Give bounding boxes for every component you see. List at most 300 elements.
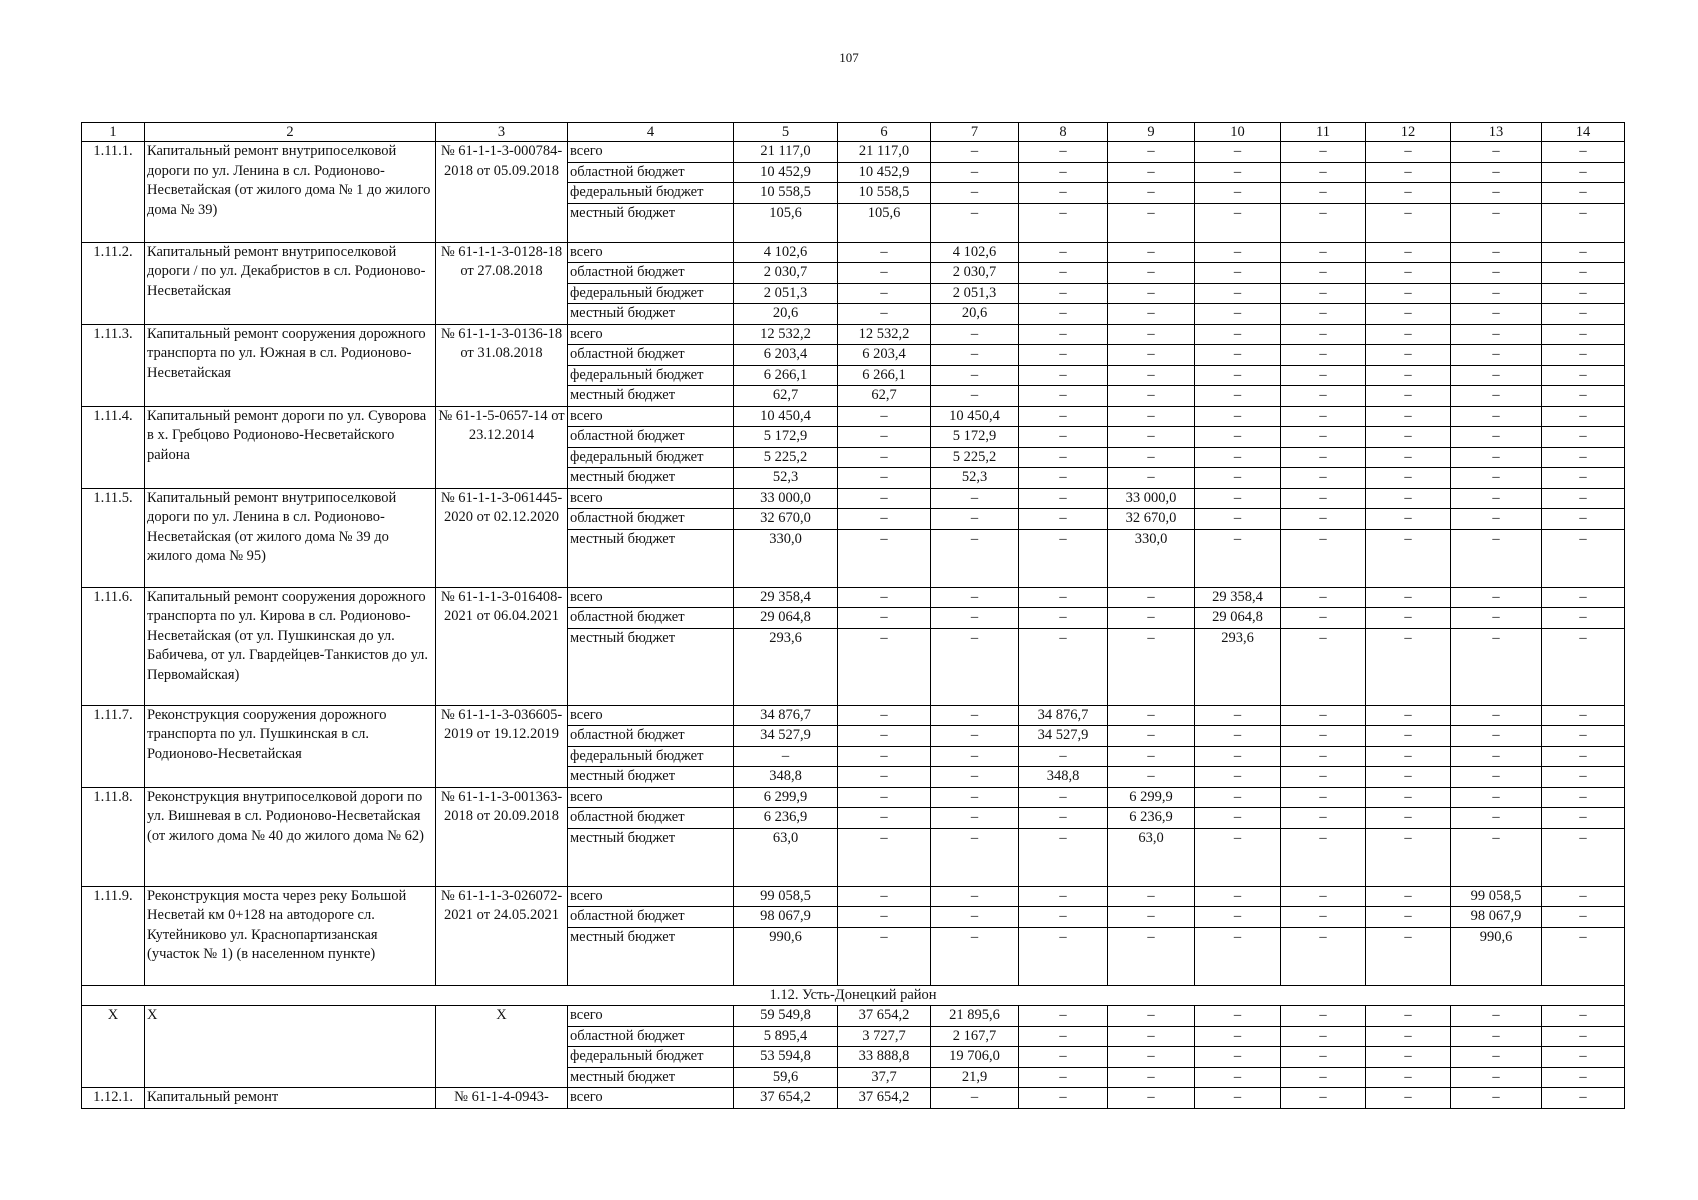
value-col-9: – [1108, 203, 1195, 242]
value-col-8: – [1019, 787, 1108, 808]
value-col-9: – [1108, 907, 1195, 928]
value-col-6: – [838, 468, 931, 489]
value-col-9: – [1108, 447, 1195, 468]
value-col-8: 34 876,7 [1019, 705, 1108, 726]
value-col-14: – [1542, 529, 1625, 587]
value-col-6: – [838, 927, 931, 985]
value-col-11: – [1281, 1088, 1366, 1109]
value-col-10: – [1195, 203, 1281, 242]
budget-source: областной бюджет [568, 427, 734, 448]
value-col-12: – [1366, 386, 1451, 407]
value-col-5: 59,6 [734, 1067, 838, 1088]
object-name: Реконструкция внутрипоселковой дороги по ул. Вишневая в сл. Родионово-Несветайская (от жилого дома № 40 до жилого дома № 62) [145, 787, 436, 886]
value-col-8: – [1019, 587, 1108, 608]
value-col-10: – [1195, 304, 1281, 325]
table-body [82, 123, 1625, 1109]
value-col-6: – [838, 746, 931, 767]
column-header-11: 11 [1281, 123, 1366, 142]
document-number: № 61-1-1-3-036605-2019 от 19.12.2019 [436, 705, 568, 787]
value-col-12: – [1366, 488, 1451, 509]
value-col-6: – [838, 447, 931, 468]
value-col-14: – [1542, 263, 1625, 284]
section-title: 1.12. Усть-Донецкий район [82, 985, 1625, 1006]
column-header-5: 5 [734, 123, 838, 142]
value-col-12: – [1366, 1047, 1451, 1068]
value-col-9: – [1108, 927, 1195, 985]
value-col-7: – [931, 828, 1019, 886]
budget-source: федеральный бюджет [568, 746, 734, 767]
value-col-5: 12 532,2 [734, 324, 838, 345]
value-col-10: – [1195, 162, 1281, 183]
value-col-5: 34 876,7 [734, 705, 838, 726]
value-col-13: – [1451, 587, 1542, 608]
value-col-14: – [1542, 886, 1625, 907]
budget-source: областной бюджет [568, 345, 734, 366]
value-col-7: – [931, 529, 1019, 587]
value-col-13: – [1451, 203, 1542, 242]
value-col-11: – [1281, 365, 1366, 386]
value-col-8: – [1019, 1088, 1108, 1109]
value-col-7: – [931, 886, 1019, 907]
value-col-8: – [1019, 886, 1108, 907]
budget-source: федеральный бюджет [568, 447, 734, 468]
budget-source: всего [568, 587, 734, 608]
value-col-5: 62,7 [734, 386, 838, 407]
value-col-12: – [1366, 468, 1451, 489]
value-col-7: 19 706,0 [931, 1047, 1019, 1068]
value-col-13: – [1451, 162, 1542, 183]
value-col-7: 4 102,6 [931, 242, 1019, 263]
value-col-9: – [1108, 263, 1195, 284]
value-col-8: – [1019, 142, 1108, 163]
value-col-9: – [1108, 746, 1195, 767]
value-col-9: 330,0 [1108, 529, 1195, 587]
value-col-5: 52,3 [734, 468, 838, 489]
value-col-7: – [931, 203, 1019, 242]
value-col-10: – [1195, 1067, 1281, 1088]
value-col-6: 3 727,7 [838, 1026, 931, 1047]
value-col-5: 37 654,2 [734, 1088, 838, 1109]
value-col-5: 98 067,9 [734, 907, 838, 928]
value-col-9: – [1108, 1088, 1195, 1109]
value-col-14: – [1542, 509, 1625, 530]
value-col-8: – [1019, 386, 1108, 407]
value-col-7: – [931, 767, 1019, 788]
budget-source: всего [568, 1006, 734, 1027]
value-col-12: – [1366, 162, 1451, 183]
value-col-7: 21,9 [931, 1067, 1019, 1088]
value-col-6: 105,6 [838, 203, 931, 242]
value-col-12: – [1366, 1088, 1451, 1109]
value-col-7: – [931, 162, 1019, 183]
value-col-10: – [1195, 324, 1281, 345]
value-col-7: – [931, 608, 1019, 629]
budget-source: местный бюджет [568, 628, 734, 705]
value-col-8: – [1019, 907, 1108, 928]
table-row [82, 242, 1625, 263]
value-col-10: – [1195, 283, 1281, 304]
item-code: 1.11.3. [82, 324, 145, 406]
value-col-11: – [1281, 142, 1366, 163]
value-col-13: – [1451, 183, 1542, 204]
value-col-6: – [838, 907, 931, 928]
value-col-6: – [838, 427, 931, 448]
value-col-12: – [1366, 746, 1451, 767]
value-col-8: – [1019, 1067, 1108, 1088]
value-col-7: – [931, 365, 1019, 386]
value-col-12: – [1366, 705, 1451, 726]
budget-source: областной бюджет [568, 263, 734, 284]
value-col-8: – [1019, 427, 1108, 448]
value-col-11: – [1281, 587, 1366, 608]
budget-table [81, 122, 1625, 1109]
value-col-13: 990,6 [1451, 927, 1542, 985]
value-col-9: – [1108, 283, 1195, 304]
value-col-7: – [931, 1088, 1019, 1109]
value-col-5: 59 549,8 [734, 1006, 838, 1027]
object-name: Капитальный ремонт сооружения дорожного транспорта по ул. Южная в сл. Родионово-Несветайская [145, 324, 436, 406]
value-col-14: – [1542, 468, 1625, 489]
page-number: 107 [839, 50, 859, 65]
value-col-8: – [1019, 468, 1108, 489]
value-col-11: – [1281, 203, 1366, 242]
value-col-11: – [1281, 767, 1366, 788]
value-col-5: 990,6 [734, 927, 838, 985]
value-col-9: – [1108, 386, 1195, 407]
value-col-11: – [1281, 488, 1366, 509]
value-col-8: – [1019, 406, 1108, 427]
table-row [82, 1088, 1625, 1109]
value-col-5: 32 670,0 [734, 509, 838, 530]
value-col-6: – [838, 587, 931, 608]
value-col-8: – [1019, 1047, 1108, 1068]
value-col-5: 2 030,7 [734, 263, 838, 284]
value-col-9: – [1108, 183, 1195, 204]
value-col-8: – [1019, 828, 1108, 886]
value-col-9: 33 000,0 [1108, 488, 1195, 509]
value-col-14: – [1542, 1047, 1625, 1068]
value-col-13: – [1451, 324, 1542, 345]
value-col-7: – [931, 726, 1019, 747]
object-name: Реконструкция моста через реку Большой Несветай км 0+128 на автодороге сл. Кутейниково ул. Краснопартизанская (участок № 1) (в населенном пункте) [145, 886, 436, 985]
value-col-14: – [1542, 767, 1625, 788]
value-col-10: – [1195, 529, 1281, 587]
value-col-6: – [838, 787, 931, 808]
value-col-5: 2 051,3 [734, 283, 838, 304]
value-col-8: – [1019, 162, 1108, 183]
value-col-11: – [1281, 705, 1366, 726]
value-col-9: – [1108, 1047, 1195, 1068]
value-col-8: – [1019, 1026, 1108, 1047]
value-col-14: – [1542, 705, 1625, 726]
value-col-5: 10 450,4 [734, 406, 838, 427]
value-col-12: – [1366, 787, 1451, 808]
value-col-8: – [1019, 808, 1108, 829]
value-col-7: 2 051,3 [931, 283, 1019, 304]
value-col-6: – [838, 509, 931, 530]
value-col-6: – [838, 886, 931, 907]
value-col-13: – [1451, 828, 1542, 886]
budget-source: местный бюджет [568, 203, 734, 242]
value-col-10: – [1195, 242, 1281, 263]
value-col-5: 63,0 [734, 828, 838, 886]
value-col-7: – [931, 705, 1019, 726]
value-col-13: – [1451, 705, 1542, 726]
item-code: 1.11.9. [82, 886, 145, 985]
value-col-10: – [1195, 1026, 1281, 1047]
budget-source: всего [568, 886, 734, 907]
value-col-12: – [1366, 427, 1451, 448]
value-col-11: – [1281, 406, 1366, 427]
value-col-14: – [1542, 142, 1625, 163]
value-col-7: 5 172,9 [931, 427, 1019, 448]
value-col-9: – [1108, 1006, 1195, 1027]
value-col-6: – [838, 726, 931, 747]
value-col-8: – [1019, 345, 1108, 366]
value-col-14: – [1542, 746, 1625, 767]
budget-source: всего [568, 1088, 734, 1109]
value-col-9: 6 299,9 [1108, 787, 1195, 808]
table-row [82, 587, 1625, 608]
value-col-6: 12 532,2 [838, 324, 931, 345]
value-col-14: – [1542, 203, 1625, 242]
value-col-6: – [838, 263, 931, 284]
value-col-5: 10 452,9 [734, 162, 838, 183]
budget-source: областной бюджет [568, 907, 734, 928]
value-col-6: 37 654,2 [838, 1006, 931, 1027]
value-col-10: – [1195, 1088, 1281, 1109]
value-col-10: – [1195, 808, 1281, 829]
value-col-6: 21 117,0 [838, 142, 931, 163]
value-col-8: – [1019, 203, 1108, 242]
value-col-12: – [1366, 1026, 1451, 1047]
value-col-8: – [1019, 608, 1108, 629]
column-header-13: 13 [1451, 123, 1542, 142]
value-col-6: – [838, 828, 931, 886]
value-col-11: – [1281, 509, 1366, 530]
document-number: № 61-1-1-3-016408-2021 от 06.04.2021 [436, 587, 568, 705]
column-header-10: 10 [1195, 123, 1281, 142]
value-col-8: – [1019, 365, 1108, 386]
value-col-13: – [1451, 142, 1542, 163]
value-col-14: – [1542, 1026, 1625, 1047]
value-col-11: – [1281, 1026, 1366, 1047]
object-name: Капитальный ремонт [145, 1088, 436, 1109]
object-name: Капитальный ремонт дороги по ул. Суворова в х. Гребцово Родионово-Несветайского района [145, 406, 436, 488]
value-col-11: – [1281, 304, 1366, 325]
value-col-8: – [1019, 746, 1108, 767]
value-col-5: 6 266,1 [734, 365, 838, 386]
value-col-11: – [1281, 324, 1366, 345]
column-header-row [82, 123, 1625, 142]
value-col-5: 29 358,4 [734, 587, 838, 608]
value-col-9: – [1108, 142, 1195, 163]
value-col-11: – [1281, 345, 1366, 366]
value-col-13: – [1451, 263, 1542, 284]
table-row [82, 787, 1625, 808]
object-name: Реконструкция сооружения дорожного транспорта по ул. Пушкинская в сл. Родионово-Несветайская [145, 705, 436, 787]
value-col-11: – [1281, 608, 1366, 629]
value-col-12: – [1366, 726, 1451, 747]
value-col-7: – [931, 324, 1019, 345]
document-number: № 61-1-1-3-001363-2018 от 20.09.2018 [436, 787, 568, 886]
value-col-6: 6 266,1 [838, 365, 931, 386]
value-col-12: – [1366, 1067, 1451, 1088]
value-col-7: – [931, 907, 1019, 928]
value-col-5: 5 172,9 [734, 427, 838, 448]
value-col-7: 21 895,6 [931, 1006, 1019, 1027]
value-col-14: – [1542, 608, 1625, 629]
value-col-14: – [1542, 808, 1625, 829]
value-col-10: – [1195, 488, 1281, 509]
value-col-10: – [1195, 263, 1281, 284]
value-col-9: – [1108, 726, 1195, 747]
value-col-9: – [1108, 345, 1195, 366]
value-col-5: 21 117,0 [734, 142, 838, 163]
value-col-9: – [1108, 628, 1195, 705]
value-col-7: 52,3 [931, 468, 1019, 489]
value-col-12: – [1366, 608, 1451, 629]
value-col-13: – [1451, 608, 1542, 629]
value-col-11: – [1281, 1067, 1366, 1088]
value-col-13: 99 058,5 [1451, 886, 1542, 907]
value-col-5: 6 299,9 [734, 787, 838, 808]
value-col-9: 63,0 [1108, 828, 1195, 886]
table-row [82, 1006, 1625, 1027]
value-col-14: – [1542, 386, 1625, 407]
document-number: № 61-1-1-3-000784-2018 от 05.09.2018 [436, 142, 568, 243]
budget-source: всего [568, 142, 734, 163]
column-header-7: 7 [931, 123, 1019, 142]
value-col-14: – [1542, 406, 1625, 427]
budget-source: областной бюджет [568, 608, 734, 629]
value-col-10: – [1195, 468, 1281, 489]
value-col-6: – [838, 283, 931, 304]
value-col-10: – [1195, 447, 1281, 468]
budget-source: всего [568, 324, 734, 345]
value-col-10: 29 064,8 [1195, 608, 1281, 629]
value-col-6: 6 203,4 [838, 345, 931, 366]
value-col-13: – [1451, 746, 1542, 767]
value-col-10: – [1195, 927, 1281, 985]
budget-source: всего [568, 787, 734, 808]
value-col-7: 20,6 [931, 304, 1019, 325]
value-col-14: – [1542, 1006, 1625, 1027]
budget-source: всего [568, 406, 734, 427]
value-col-11: – [1281, 1006, 1366, 1027]
value-col-6: – [838, 808, 931, 829]
value-col-10: – [1195, 365, 1281, 386]
value-col-12: – [1366, 242, 1451, 263]
value-col-5: 6 203,4 [734, 345, 838, 366]
value-col-5: 293,6 [734, 628, 838, 705]
value-col-10: – [1195, 183, 1281, 204]
document-number: Х [436, 1006, 568, 1088]
value-col-14: – [1542, 183, 1625, 204]
value-col-9: – [1108, 162, 1195, 183]
value-col-12: – [1366, 345, 1451, 366]
column-header-1: 1 [82, 123, 145, 142]
value-col-11: – [1281, 183, 1366, 204]
column-header-9: 9 [1108, 123, 1195, 142]
column-header-2: 2 [145, 123, 436, 142]
value-col-13: – [1451, 365, 1542, 386]
value-col-11: – [1281, 808, 1366, 829]
value-col-7: – [931, 808, 1019, 829]
value-col-6: – [838, 488, 931, 509]
value-col-13: – [1451, 1047, 1542, 1068]
item-code: 1.12.1. [82, 1088, 145, 1109]
value-col-12: – [1366, 406, 1451, 427]
value-col-14: – [1542, 488, 1625, 509]
value-col-9: – [1108, 767, 1195, 788]
value-col-13: – [1451, 726, 1542, 747]
value-col-12: – [1366, 183, 1451, 204]
value-col-8: – [1019, 509, 1108, 530]
value-col-11: – [1281, 468, 1366, 489]
value-col-10: – [1195, 787, 1281, 808]
value-col-11: – [1281, 427, 1366, 448]
value-col-7: – [931, 183, 1019, 204]
value-col-8: – [1019, 304, 1108, 325]
value-col-8: – [1019, 242, 1108, 263]
value-col-6: 10 452,9 [838, 162, 931, 183]
value-col-14: – [1542, 1067, 1625, 1088]
value-col-14: – [1542, 726, 1625, 747]
value-col-8: – [1019, 263, 1108, 284]
budget-source: федеральный бюджет [568, 1047, 734, 1068]
value-col-5: 6 236,9 [734, 808, 838, 829]
value-col-9: – [1108, 365, 1195, 386]
value-col-14: – [1542, 324, 1625, 345]
value-col-9: – [1108, 886, 1195, 907]
value-col-12: – [1366, 1006, 1451, 1027]
value-col-5: 53 594,8 [734, 1047, 838, 1068]
document-number: № 61-1-5-0657-14 от 23.12.2014 [436, 406, 568, 488]
column-header-3: 3 [436, 123, 568, 142]
value-col-14: – [1542, 304, 1625, 325]
value-col-10: – [1195, 726, 1281, 747]
object-name: Капитальный ремонт внутрипоселковой дороги по ул. Ленина в сл. Родионово-Несветайская (от жилого дома № 39 до жилого дома № 95) [145, 488, 436, 587]
budget-source: местный бюджет [568, 767, 734, 788]
value-col-11: – [1281, 787, 1366, 808]
value-col-7: 5 225,2 [931, 447, 1019, 468]
value-col-6: 10 558,5 [838, 183, 931, 204]
value-col-13: – [1451, 488, 1542, 509]
value-col-5: 348,8 [734, 767, 838, 788]
value-col-6: 62,7 [838, 386, 931, 407]
budget-source: местный бюджет [568, 386, 734, 407]
value-col-14: – [1542, 427, 1625, 448]
value-col-6: – [838, 767, 931, 788]
value-col-12: – [1366, 587, 1451, 608]
section-row [82, 985, 1625, 1006]
value-col-9: – [1108, 1067, 1195, 1088]
value-col-11: – [1281, 283, 1366, 304]
value-col-7: – [931, 345, 1019, 366]
value-col-13: – [1451, 468, 1542, 489]
item-code: Х [82, 1006, 145, 1088]
value-col-10: – [1195, 509, 1281, 530]
value-col-14: – [1542, 447, 1625, 468]
value-col-12: – [1366, 927, 1451, 985]
value-col-12: – [1366, 203, 1451, 242]
value-col-13: – [1451, 767, 1542, 788]
value-col-12: – [1366, 283, 1451, 304]
value-col-12: – [1366, 886, 1451, 907]
item-code: 1.11.2. [82, 242, 145, 324]
budget-source: местный бюджет [568, 1067, 734, 1088]
